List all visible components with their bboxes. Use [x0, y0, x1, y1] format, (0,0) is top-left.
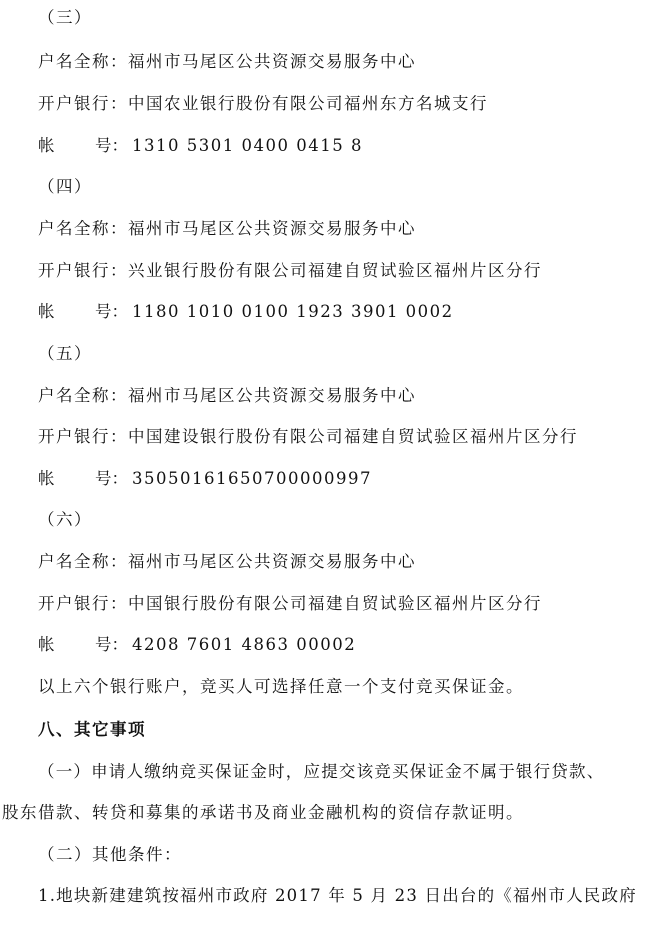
account-number-label-part1: 帐 — [38, 469, 55, 488]
account-name: 福州市马尾区公共资源交易服务中心 — [128, 552, 416, 571]
account-index: （六） — [38, 510, 92, 529]
account-bank: 中国农业银行股份有限公司福州东方名城支行 — [128, 94, 488, 113]
account-name-row — [38, 52, 416, 72]
account-number: 1310 5301 0400 0415 8 — [132, 136, 363, 155]
account-number-label-part2: 号： — [95, 302, 128, 321]
account-name-label: 户名全称： — [38, 386, 128, 405]
account-bank-label: 开户银行： — [38, 261, 128, 280]
account-bank-row — [38, 427, 578, 447]
account-bank-label: 开户银行： — [38, 594, 128, 613]
account-number-row — [38, 136, 363, 156]
account-name-label: 户名全称： — [38, 552, 128, 571]
account-number-row — [38, 635, 356, 655]
account-index: （三） — [38, 8, 92, 27]
account-number-row — [38, 302, 454, 322]
account-bank: 中国银行股份有限公司福建自贸试验区福州片区分行 — [128, 594, 542, 613]
account-bank-row — [38, 94, 488, 114]
section-heading: 八、其它事项 — [38, 720, 146, 739]
account-number-label — [38, 469, 132, 489]
account-name: 福州市马尾区公共资源交易服务中心 — [128, 52, 416, 71]
account-number-label-part1: 帐 — [38, 302, 55, 321]
paragraph-line: （二）其他条件： — [38, 845, 182, 864]
account-number-label-part2: 号： — [95, 136, 128, 155]
account-number-label-part1: 帐 — [38, 136, 55, 155]
account-number-label — [38, 635, 132, 655]
account-bank: 中国建设银行股份有限公司福建自贸试验区福州片区分行 — [128, 427, 578, 446]
accounts-summary: 以上六个银行账户，竞买人可选择任意一个支付竞买保证金。 — [38, 677, 524, 696]
account-name-row — [38, 386, 416, 406]
account-name-row — [38, 552, 416, 572]
account-name-label: 户名全称： — [38, 219, 128, 238]
account-number-label-part1: 帐 — [38, 635, 55, 654]
account-index: （四） — [38, 177, 92, 196]
account-index: （五） — [38, 344, 92, 363]
account-number: 1180 1010 0100 1923 3901 0002 — [132, 302, 454, 321]
paragraph-line: 1.地块新建建筑按福州市政府 2017 年 5 月 23 日出台的《福州市人民政府 — [38, 886, 637, 905]
account-number-label — [38, 136, 132, 156]
account-number: 35050161650700000997 — [132, 469, 372, 488]
account-name: 福州市马尾区公共资源交易服务中心 — [128, 386, 416, 405]
account-bank-label: 开户银行： — [38, 427, 128, 446]
account-number: 4208 7601 4863 00002 — [132, 635, 357, 654]
account-bank-row — [38, 261, 542, 281]
account-name-label: 户名全称： — [38, 52, 128, 71]
account-number-label — [38, 302, 132, 322]
account-number-label-part2: 号： — [95, 635, 128, 654]
account-name: 福州市马尾区公共资源交易服务中心 — [128, 219, 416, 238]
account-name-row — [38, 219, 416, 239]
account-bank: 兴业银行股份有限公司福建自贸试验区福州片区分行 — [128, 261, 542, 280]
account-number-row — [38, 469, 372, 489]
paragraph-line: 股东借款、转贷和募集的承诺书及商业金融机构的资信存款证明。 — [2, 803, 524, 822]
account-number-label-part2: 号： — [95, 469, 128, 488]
paragraph-line: （一）申请人缴纳竞买保证金时，应提交该竞买保证金不属于银行贷款、 — [38, 762, 605, 781]
account-bank-label: 开户银行： — [38, 94, 128, 113]
account-bank-row — [38, 594, 542, 614]
